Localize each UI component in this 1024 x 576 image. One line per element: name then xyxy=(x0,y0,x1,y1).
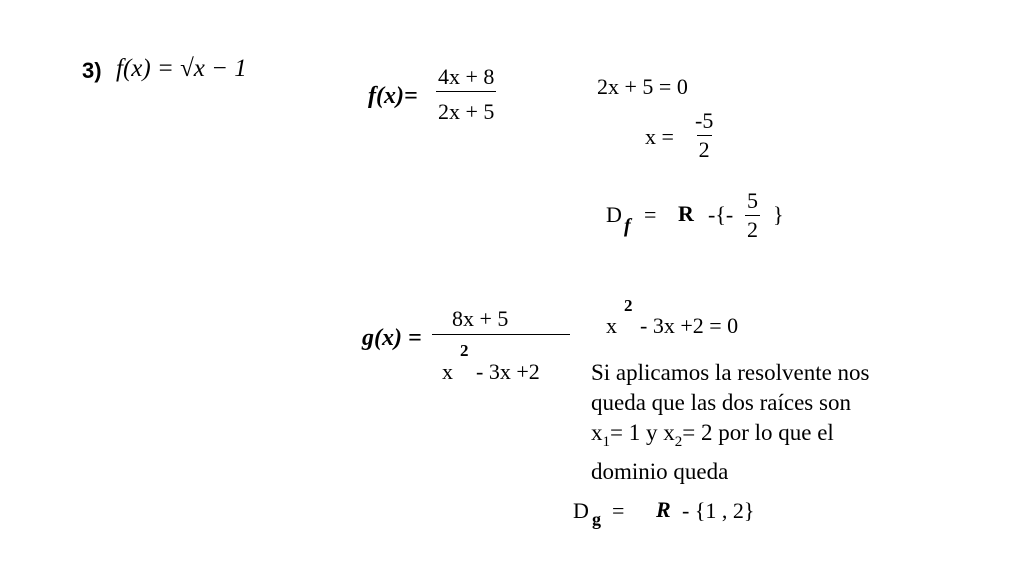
f-domain-minus-open: -{- xyxy=(708,202,734,227)
g-eq-base: x xyxy=(606,313,617,338)
g-den-exp: 2 xyxy=(460,341,469,360)
g-domain-rest: - {1 , 2} xyxy=(682,498,755,523)
f-domain-label: D xyxy=(606,202,622,227)
g-explanation-x2-sub: 2 xyxy=(674,434,683,450)
f-fraction xyxy=(436,66,496,123)
g-numerator: 8x + 5 xyxy=(452,306,509,331)
g-domain-sub: g xyxy=(592,509,601,529)
f-domain-fraction xyxy=(745,190,760,241)
g-explanation-line1: Si aplicamos la resolvente nos xyxy=(591,360,870,385)
g-explanation-line3 xyxy=(591,418,870,457)
f-domain-frac-num: 5 xyxy=(747,188,758,213)
g-fraction-bar xyxy=(432,334,570,335)
f-domain-sub: f xyxy=(624,215,631,237)
f-numerator: 4x + 8 xyxy=(438,64,495,89)
g-label: g(x) = xyxy=(362,325,422,351)
g-explanation xyxy=(591,358,870,487)
f-domain-close: } xyxy=(773,202,784,227)
g-den-base: x xyxy=(442,359,453,384)
g-explanation-x1-val: = 1 y x xyxy=(610,420,675,445)
f-solution-den: 2 xyxy=(698,137,710,162)
f-equation: 2x + 5 = 0 xyxy=(597,74,688,99)
f-domain-eq: = xyxy=(644,202,657,227)
f-denominator: 2x + 5 xyxy=(436,91,496,123)
f-solution-lhs: x = xyxy=(645,124,674,149)
f-solution-num: -5 xyxy=(695,108,714,133)
g-explanation-x1: x xyxy=(591,420,603,445)
g-den-rest: - 3x +2 xyxy=(476,359,540,384)
g-explanation-line2: queda que las dos raíces son xyxy=(591,390,851,415)
g-explanation-x1-sub: 1 xyxy=(602,434,610,450)
g-domain-eq: = xyxy=(612,498,625,523)
g-domain-real-set: R xyxy=(656,497,671,522)
problem-number: 3) xyxy=(82,58,102,83)
f-domain-frac-den: 2 xyxy=(747,217,758,242)
f-solution-fraction xyxy=(693,110,715,161)
g-explanation-x2-val: = 2 por lo que el xyxy=(682,420,834,445)
g-explanation-line4: dominio queda xyxy=(591,459,729,484)
given-function: f(x) = √x − 1 xyxy=(116,55,247,82)
g-domain-label: D xyxy=(573,498,589,523)
f-label: f(x)= xyxy=(368,83,418,109)
g-eq-rest: - 3x +2 = 0 xyxy=(640,313,739,338)
g-eq-exp: 2 xyxy=(624,296,633,315)
f-domain-real-set: R xyxy=(678,201,694,226)
